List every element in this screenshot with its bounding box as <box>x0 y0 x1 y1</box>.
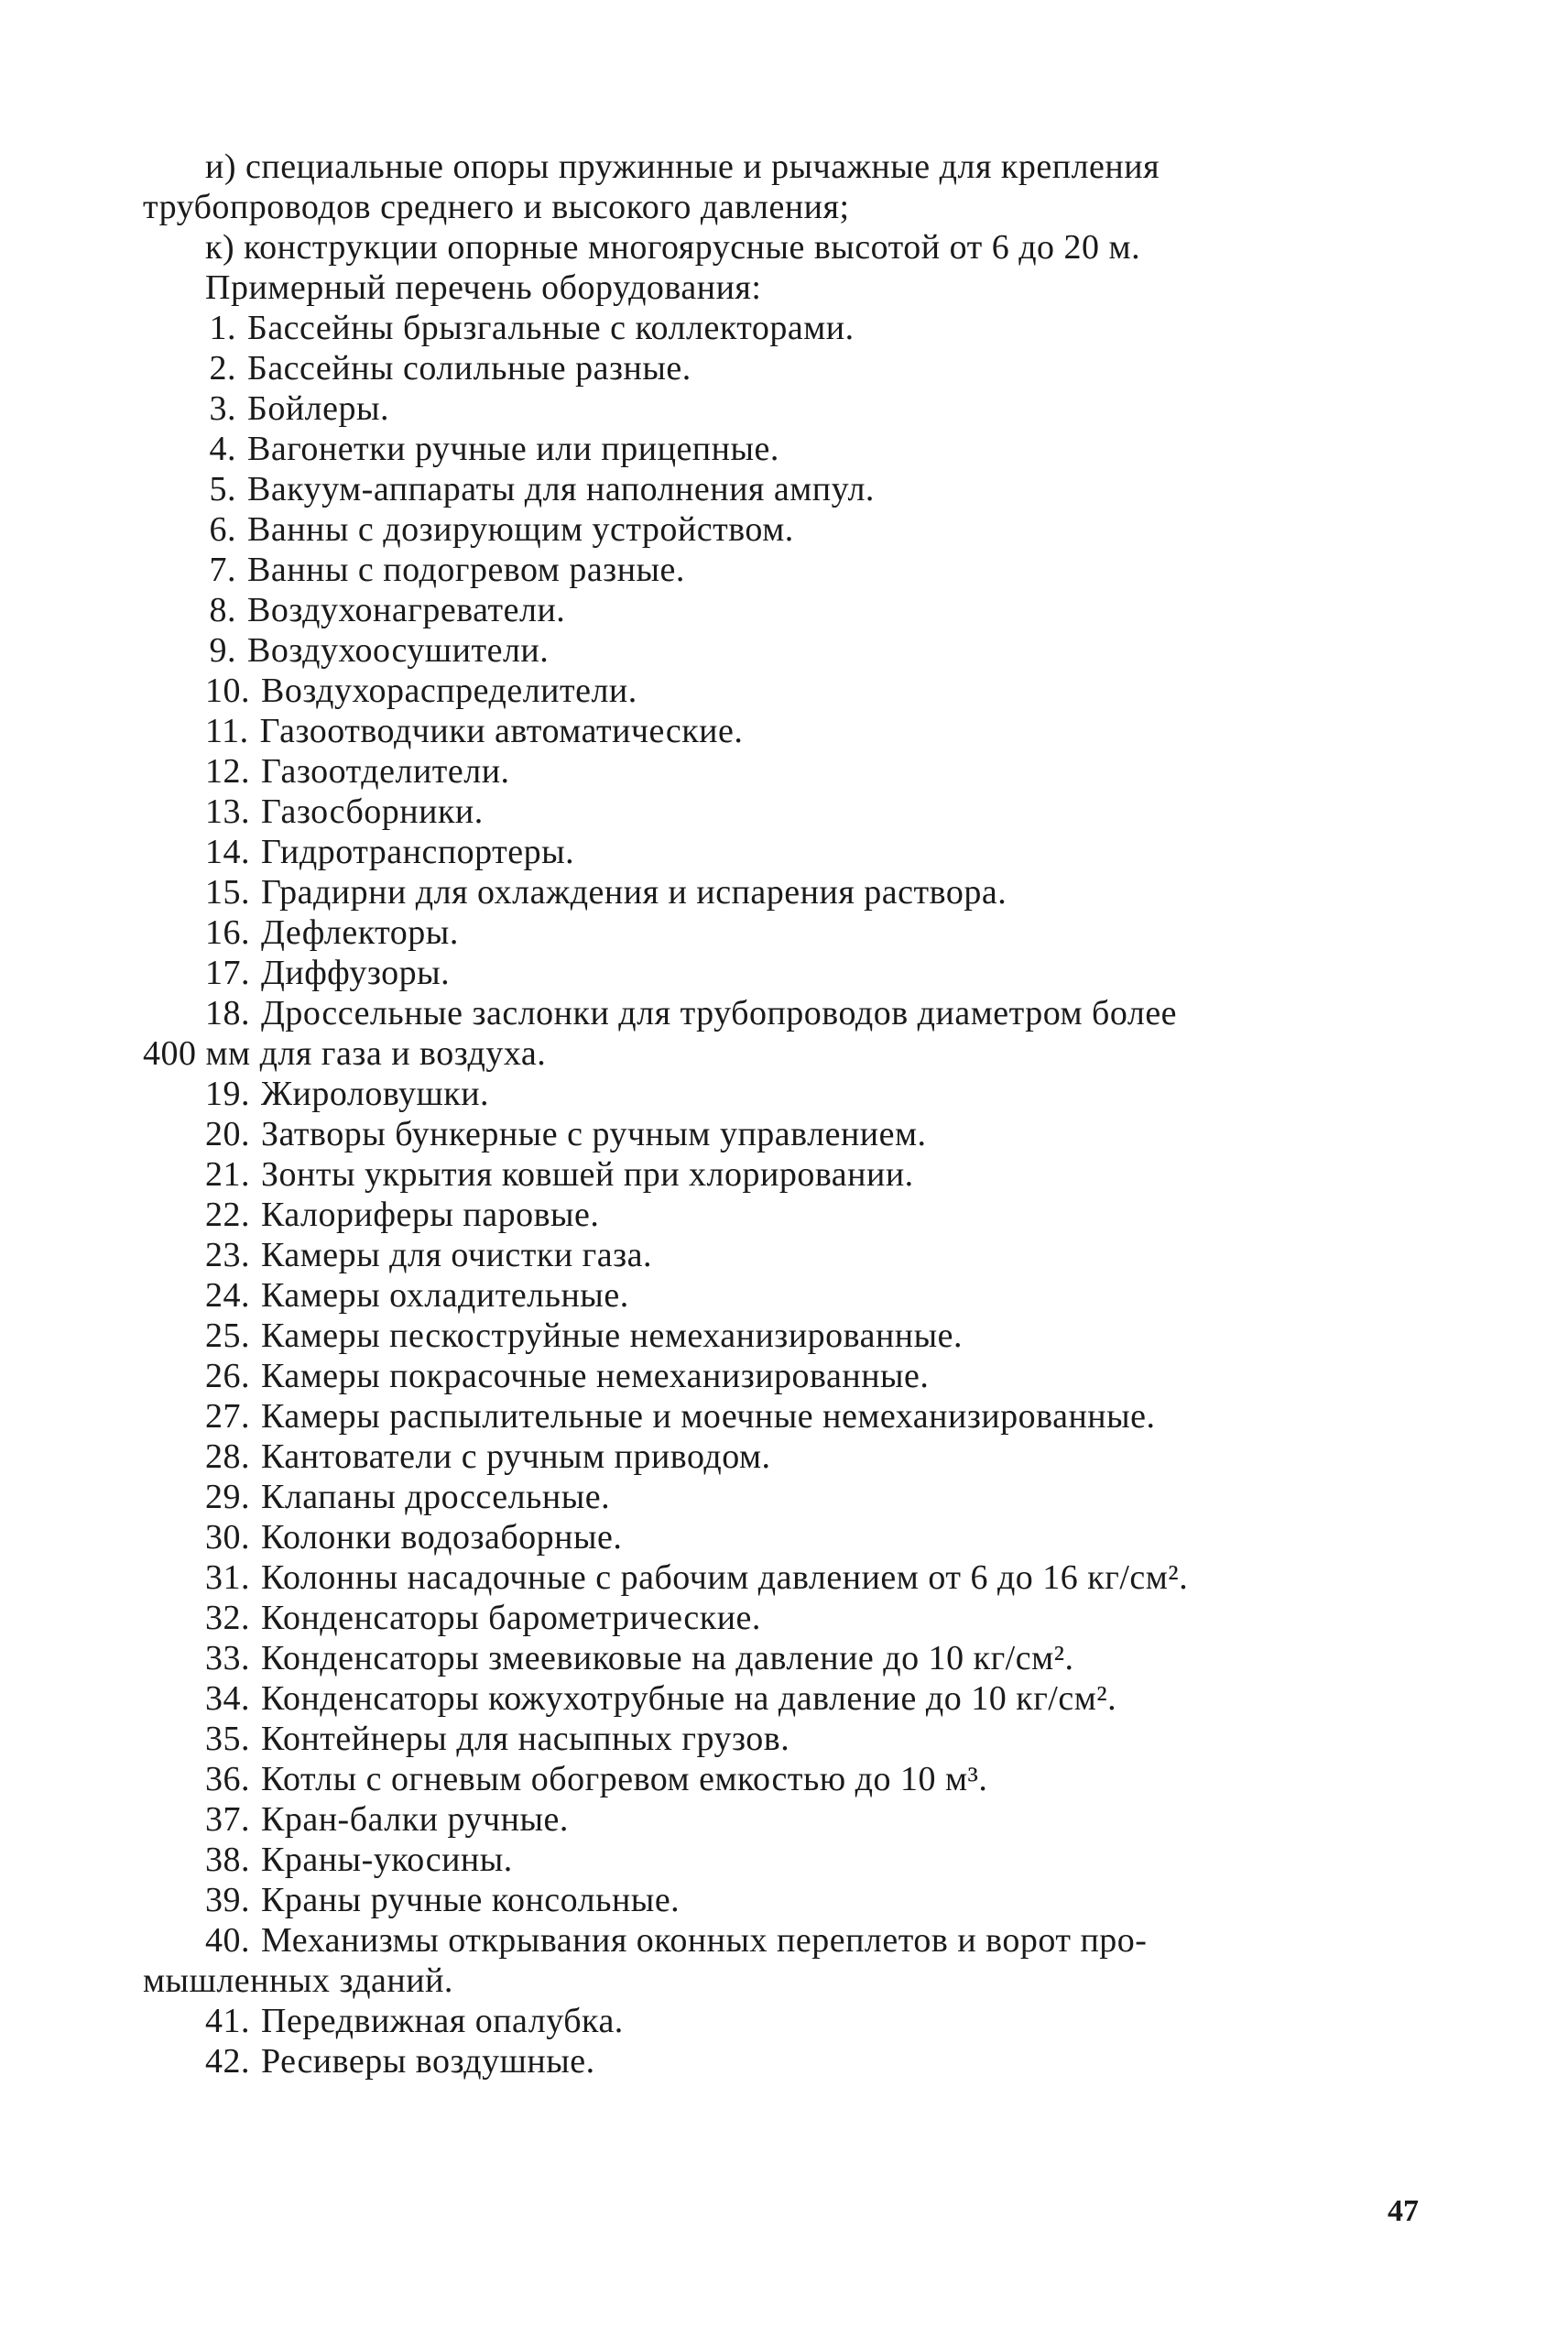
list-item <box>143 1235 1425 1275</box>
list-item-text: Гидротранспортеры. <box>261 833 575 871</box>
list-item-text: Дроссельные заслонки для трубопроводов диаметром более <box>261 994 1178 1032</box>
list-item-number: 2. <box>209 349 236 388</box>
list-item <box>143 671 1425 711</box>
list-item <box>143 1638 1425 1678</box>
list-item-number: 3. <box>209 389 236 428</box>
list-item <box>143 953 1425 993</box>
list-item-number: 32. <box>205 1599 250 1637</box>
list-item-number: 10. <box>205 672 250 710</box>
list-item-number: 41. <box>205 2002 250 2040</box>
list-item-number: 14. <box>205 833 250 871</box>
list-item-text: Бассейны брызгальные с коллекторами. <box>247 309 855 347</box>
list-item-number: 30. <box>205 1518 250 1557</box>
list-item <box>143 751 1425 792</box>
list-item <box>143 1154 1425 1195</box>
list-item-number: 15. <box>205 873 250 912</box>
list-item-text: Конденсаторы барометрические. <box>261 1599 761 1637</box>
list-item-text: Краны ручные консольные. <box>261 1881 681 1919</box>
list-item <box>143 1356 1425 1396</box>
list-item <box>143 993 1425 1033</box>
list-item-number: 7. <box>209 551 236 589</box>
list-item <box>143 308 1425 348</box>
list-item-text: Контейнеры для насыпных грузов. <box>261 1720 790 1758</box>
paragraph-item-i-line1: и) специальные опоры пружинные и рычажные для крепления <box>205 147 1160 186</box>
paragraph-item-i-line2: трубопроводов среднего и высокого давления; <box>143 188 850 226</box>
list-item <box>143 1316 1425 1356</box>
list-item-number: 13. <box>205 792 250 831</box>
list-item-text: Камеры распылительные и моечные немеханизированные. <box>261 1397 1156 1436</box>
list-item-number: 20. <box>205 1115 250 1153</box>
list-item-number: 9. <box>209 631 236 670</box>
list-item-number: 12. <box>205 752 250 791</box>
page-number: 47 <box>1388 2194 1419 2228</box>
list-item-text: Колонны насадочные с рабочим давлением от 6 до 16 кг/см². <box>261 1558 1189 1597</box>
list-item-text: Вакуум-аппараты для наполнения ампул. <box>247 470 875 508</box>
list-item-continuation: 400 мм для газа и воздуха. <box>143 1034 547 1073</box>
list-item <box>143 1920 1425 1961</box>
list-item <box>143 1799 1425 1840</box>
list-item-number: 16. <box>205 913 250 952</box>
list-item-text: Затворы бункерные с ручным управлением. <box>261 1115 927 1153</box>
list-item-number: 35. <box>205 1720 250 1758</box>
list-item <box>143 1396 1425 1437</box>
list-item <box>143 429 1425 469</box>
list-item-text: Воздухораспределители. <box>261 672 637 710</box>
list-item-text: Газосборники. <box>261 792 484 831</box>
list-item <box>143 872 1425 912</box>
list-item-number: 5. <box>209 470 236 508</box>
list-item <box>143 2001 1425 2041</box>
list-item <box>143 1275 1425 1316</box>
list-item-number: 19. <box>205 1075 250 1113</box>
list-item-number: 17. <box>205 954 250 992</box>
list-item <box>143 792 1425 832</box>
list-item <box>143 2041 1425 2081</box>
list-item-number: 42. <box>205 2042 250 2081</box>
list-item <box>143 509 1425 550</box>
list-item <box>143 1557 1425 1598</box>
list-item-text: Дефлекторы. <box>261 913 459 952</box>
list-item-number: 22. <box>205 1196 250 1234</box>
list-item-number: 29. <box>205 1478 250 1516</box>
page-content <box>143 147 1425 2081</box>
list-item-text: Камеры для очистки газа. <box>261 1236 652 1274</box>
list-item <box>143 912 1425 953</box>
list-item-text: Ванны с дозирующим устройством. <box>247 510 794 549</box>
list-item-number: 31. <box>205 1558 250 1597</box>
list-item-number: 27. <box>205 1397 250 1436</box>
list-item-text: Градирни для охлаждения и испарения раствора. <box>261 873 1007 912</box>
list-item-text: Диффузоры. <box>261 954 451 992</box>
list-item-number: 34. <box>205 1679 250 1718</box>
list-item <box>143 1437 1425 1477</box>
list-item-number: 1. <box>209 309 236 347</box>
list-item-text: Ванны с подогревом разные. <box>247 551 685 589</box>
list-item-text: Котлы с огневым обогревом емкостью до 10 м³. <box>261 1760 988 1798</box>
list-item-text: Передвижная опалубка. <box>261 2002 624 2040</box>
list-item-number: 25. <box>205 1316 250 1355</box>
list-item <box>143 590 1425 630</box>
paragraph-item-k: к) конструкции опорные многоярусные высотой от 6 до 20 м. <box>205 228 1141 267</box>
list-item-text: Кантователи с ручным приводом. <box>261 1437 771 1476</box>
list-item-number: 28. <box>205 1437 250 1476</box>
list-item <box>143 1477 1425 1517</box>
list-item-number: 26. <box>205 1357 250 1395</box>
list-item-text: Конденсаторы кожухотрубные на давление до 10 кг/см². <box>261 1679 1117 1718</box>
list-item <box>143 1114 1425 1154</box>
list-item <box>143 1880 1425 1920</box>
list-item-text: Камеры покрасочные немеханизированные. <box>261 1357 930 1395</box>
list-item-text: Краны-укосины. <box>261 1841 513 1879</box>
list-item-number: 40. <box>205 1921 250 1960</box>
list-item-text: Воздухоосушители. <box>247 631 550 670</box>
list-item <box>143 348 1425 388</box>
list-item-text: Колонки водозаборные. <box>261 1518 623 1557</box>
list-item-number: 39. <box>205 1881 250 1919</box>
list-item-number: 24. <box>205 1276 250 1315</box>
list-item-text: Вагонетки ручные или прицепные. <box>247 430 779 468</box>
list-item-text: Камеры пескоструйные немеханизированные. <box>261 1316 964 1355</box>
list-item <box>143 1598 1425 1638</box>
list-item <box>143 388 1425 429</box>
list-item-number: 33. <box>205 1639 250 1677</box>
list-item-text: Газоотводчики автоматические. <box>259 712 744 750</box>
list-item-text: Бойлеры. <box>247 389 390 428</box>
list-item <box>143 1759 1425 1799</box>
list-item-text: Конденсаторы змеевиковые на давление до 10 кг/см². <box>261 1639 1074 1677</box>
list-item-number: 23. <box>205 1236 250 1274</box>
list-item-text: Жироловушки. <box>261 1075 490 1113</box>
list-item <box>143 1195 1425 1235</box>
list-item-number: 21. <box>205 1155 250 1194</box>
list-item-number: 11. <box>205 712 249 750</box>
list-item-number: 8. <box>209 591 236 629</box>
list-item-number: 37. <box>205 1800 250 1839</box>
list-item-text: Зонты укрытия ковшей при хлорировании. <box>261 1155 914 1194</box>
list-item-number: 38. <box>205 1841 250 1879</box>
list-item <box>143 832 1425 872</box>
list-item-text: Воздухонагреватели. <box>247 591 566 629</box>
list-item-text: Калориферы паровые. <box>261 1196 600 1234</box>
list-item-number: 4. <box>209 430 236 468</box>
list-item <box>143 1517 1425 1557</box>
equipment-list-heading: Примерный перечень оборудования: <box>205 268 762 307</box>
list-item-continuation: мышленных зданий. <box>143 1961 453 2000</box>
equipment-list <box>143 308 1425 2081</box>
list-item-number: 6. <box>209 510 236 549</box>
list-item <box>143 711 1425 751</box>
list-item-text: Кран-балки ручные. <box>261 1800 569 1839</box>
list-item-text: Камеры охладительные. <box>261 1276 629 1315</box>
list-item <box>143 550 1425 590</box>
list-item-text: Бассейны солильные разные. <box>247 349 691 388</box>
list-item <box>143 1074 1425 1114</box>
list-item <box>143 630 1425 671</box>
list-item <box>143 1678 1425 1719</box>
list-item-number: 18. <box>205 994 250 1032</box>
list-item-text: Клапаны дроссельные. <box>261 1478 611 1516</box>
list-item-text: Механизмы открывания оконных переплетов и ворот про- <box>261 1921 1148 1960</box>
list-item-text: Ресиверы воздушные. <box>261 2042 595 2081</box>
list-item-text: Газоотделители. <box>261 752 510 791</box>
list-item <box>143 469 1425 509</box>
list-item <box>143 1840 1425 1880</box>
list-item-number: 36. <box>205 1760 250 1798</box>
list-item <box>143 1719 1425 1759</box>
